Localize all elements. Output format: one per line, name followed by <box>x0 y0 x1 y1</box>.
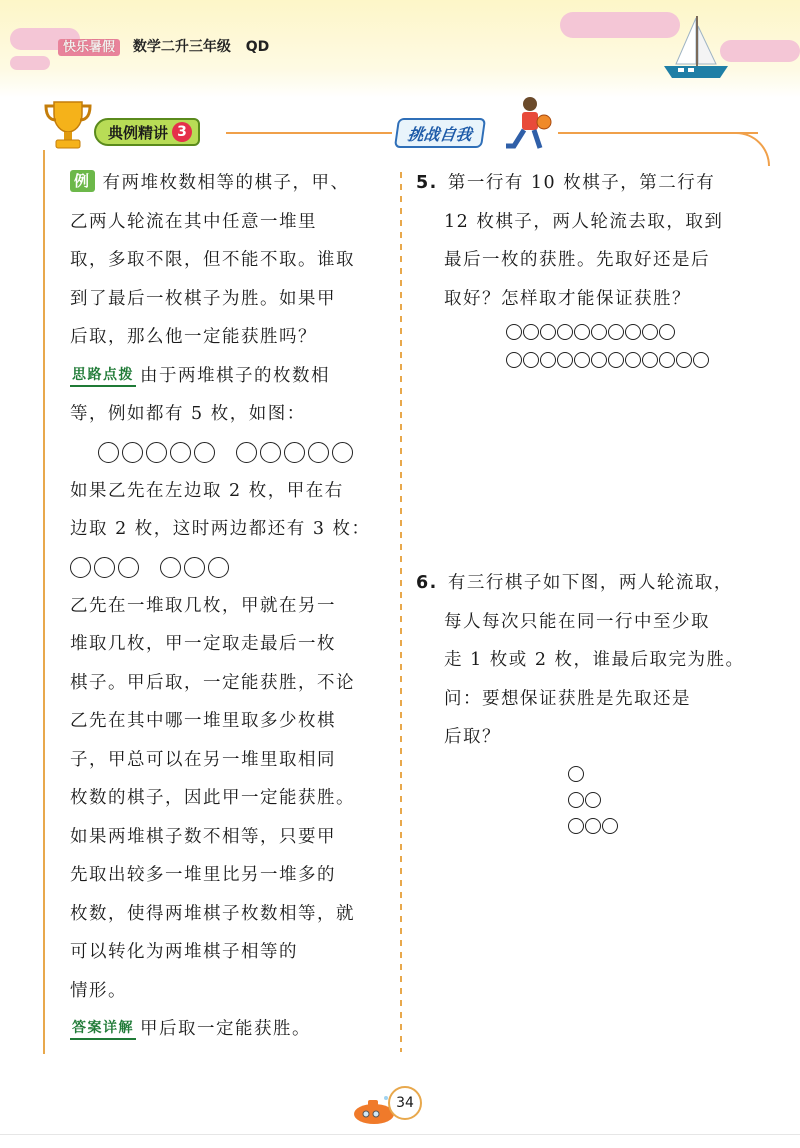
text-line: 走 1 枚或 2 枚，谁最后取完为胜。 <box>444 650 745 670</box>
answer-text: 甲后取一定能获胜。 <box>140 1019 311 1039</box>
chess-piece <box>506 352 522 368</box>
chess-piece <box>568 792 584 808</box>
page-number: 34 <box>388 1086 422 1120</box>
text-line: 问：要想保证获胜是先取还是 <box>444 688 691 709</box>
chess-piece <box>591 352 607 368</box>
q6-figure <box>416 761 756 839</box>
challenge-title: 挑战自我 <box>406 124 474 144</box>
text-line: 最后一枚的获胜。先取好还是后 <box>444 250 710 270</box>
section-badge-challenge <box>394 118 486 148</box>
chess-piece <box>625 324 641 340</box>
text-line: 边取 2 枚，这时两边都还有 3 枚： <box>70 519 371 539</box>
chess-piece <box>98 442 119 463</box>
chess-piece <box>540 352 556 368</box>
text-line: 如果乙先在左边取 2 枚，甲在右 <box>70 480 344 501</box>
chess-piece <box>122 442 143 463</box>
example-column <box>70 164 390 1049</box>
chess-piece <box>70 557 91 578</box>
question-number: 6. <box>416 573 438 593</box>
chess-piece <box>170 442 191 463</box>
chess-piece <box>608 352 624 368</box>
chess-piece <box>557 324 573 340</box>
text-line: 后取？ <box>444 727 501 747</box>
chess-piece <box>659 324 675 340</box>
text-line: 如果两堆棋子数不相等，只要甲 <box>70 826 336 847</box>
chess-piece <box>625 352 641 368</box>
brand-label: 快乐暑假 <box>58 39 120 56</box>
text-line: 取，多取不限，但不能不取。谁取 <box>70 250 355 270</box>
chess-piece <box>659 352 675 368</box>
example-question <box>70 164 390 357</box>
text-line: 堆取几枚，甲一定取走最后一枚 <box>70 634 336 654</box>
chess-piece <box>676 352 692 368</box>
sailboat-icon <box>660 12 732 84</box>
text-line: 取好？怎样取才能保证获胜？ <box>444 288 691 309</box>
text-line: 由于两堆棋子的枚数相 <box>140 365 330 386</box>
subject-label: 数学二升三年级 <box>132 39 231 55</box>
text-line: 到了最后一枚棋子为胜。如果甲 <box>70 288 336 309</box>
chess-piece <box>557 352 573 368</box>
chess-piece <box>194 442 215 463</box>
chess-piece <box>585 818 601 834</box>
chess-piece <box>146 442 167 463</box>
page-footer <box>352 1080 462 1130</box>
chess-piece <box>602 818 618 834</box>
chess-piece <box>308 442 329 463</box>
header-title <box>58 36 269 56</box>
divider-line <box>226 132 392 134</box>
text-line: 后取，那么他一定能获胜吗？ <box>70 327 317 347</box>
bottom-edge <box>0 1134 800 1135</box>
chess-piece <box>585 792 601 808</box>
text-line: 棋子。甲后取，一定能获胜，不论 <box>70 672 355 693</box>
text-line: 有两堆枚数相等的棋子，甲、 <box>102 173 350 193</box>
cloud-decoration <box>10 56 50 70</box>
question-number: 5. <box>416 173 438 193</box>
hint-tag: 思路点拨 <box>70 365 136 387</box>
answer-tag: 答案详解 <box>70 1018 136 1040</box>
text-line: 可以转化为两堆棋子相等的 <box>70 942 298 962</box>
page-header <box>0 0 800 98</box>
after-figure-text <box>70 472 390 549</box>
text-line: 第一行有 10 枚棋子，第二行有 <box>447 173 716 193</box>
chess-piece <box>642 324 658 340</box>
section-number: 3 <box>172 122 192 142</box>
chess-piece <box>236 442 257 463</box>
question-6 <box>416 564 756 839</box>
q5-row-10 <box>506 318 756 346</box>
chess-piece <box>118 557 139 578</box>
text-line: 乙先在其中哪一堆里取多少枚棋 <box>70 711 336 731</box>
basketball-player-icon <box>500 96 556 156</box>
text-line: 乙两人轮流在其中任意一堆里 <box>70 211 317 232</box>
q5-figure <box>416 318 756 374</box>
question-5 <box>416 164 756 318</box>
example-tag: 例 <box>70 170 95 192</box>
chess-piece <box>540 324 556 340</box>
chess-piece <box>591 324 607 340</box>
challenge-column <box>416 164 756 747</box>
chess-piece <box>284 442 305 463</box>
figure-two-piles-of-five <box>70 434 390 472</box>
chess-piece <box>523 324 539 340</box>
section-badge-examples <box>94 118 200 146</box>
text-line: 先取出较多一堆里比另一堆多的 <box>70 865 336 885</box>
chess-piece <box>574 324 590 340</box>
chess-piece <box>642 352 658 368</box>
answer-section <box>70 1010 390 1049</box>
chess-piece <box>574 352 590 368</box>
q6-row-2 <box>568 787 756 813</box>
text-line: 有三行棋子如下图，两人轮流取， <box>447 573 733 593</box>
chess-piece <box>94 557 115 578</box>
column-divider <box>400 172 402 1052</box>
chess-piece <box>608 324 624 340</box>
chess-piece <box>506 324 522 340</box>
divider-curve <box>728 132 770 166</box>
chess-piece <box>208 557 229 578</box>
chess-piece <box>523 352 539 368</box>
left-margin-line <box>43 150 45 1054</box>
chess-piece <box>160 557 181 578</box>
hint-section <box>70 357 390 434</box>
cloud-decoration <box>720 40 800 62</box>
text-line: 乙先在一堆取几枚，甲就在另一 <box>70 595 336 616</box>
chess-piece <box>332 442 353 463</box>
text-line: 12 枚棋子，两人轮流去取，取到 <box>444 211 724 232</box>
chess-piece <box>568 766 584 782</box>
section-title: 典例精讲 <box>108 123 169 142</box>
text-line: 等，例如都有 5 枚，如图： <box>70 404 306 424</box>
text-line: 子，甲总可以在另一堆里取相同 <box>70 749 336 770</box>
chess-piece <box>184 557 205 578</box>
explanation <box>70 587 390 1011</box>
chess-piece <box>260 442 281 463</box>
trophy-icon <box>44 98 92 154</box>
chess-piece <box>693 352 709 368</box>
chess-piece <box>568 818 584 834</box>
text-line: 情形。 <box>70 980 127 1001</box>
text-line: 每人每次只能在同一行中至少取 <box>444 611 710 632</box>
q6-row-3 <box>568 813 756 839</box>
text-line: 枚数的棋子，因此甲一定能获胜。 <box>70 788 355 808</box>
edition-label: QD <box>245 39 270 55</box>
figure-two-piles-of-three <box>70 549 390 587</box>
text-line: 枚数，使得两堆棋子枚数相等，就 <box>70 903 355 924</box>
q5-row-12 <box>506 346 756 374</box>
section-bar <box>38 104 778 160</box>
q6-row-1 <box>568 761 756 787</box>
